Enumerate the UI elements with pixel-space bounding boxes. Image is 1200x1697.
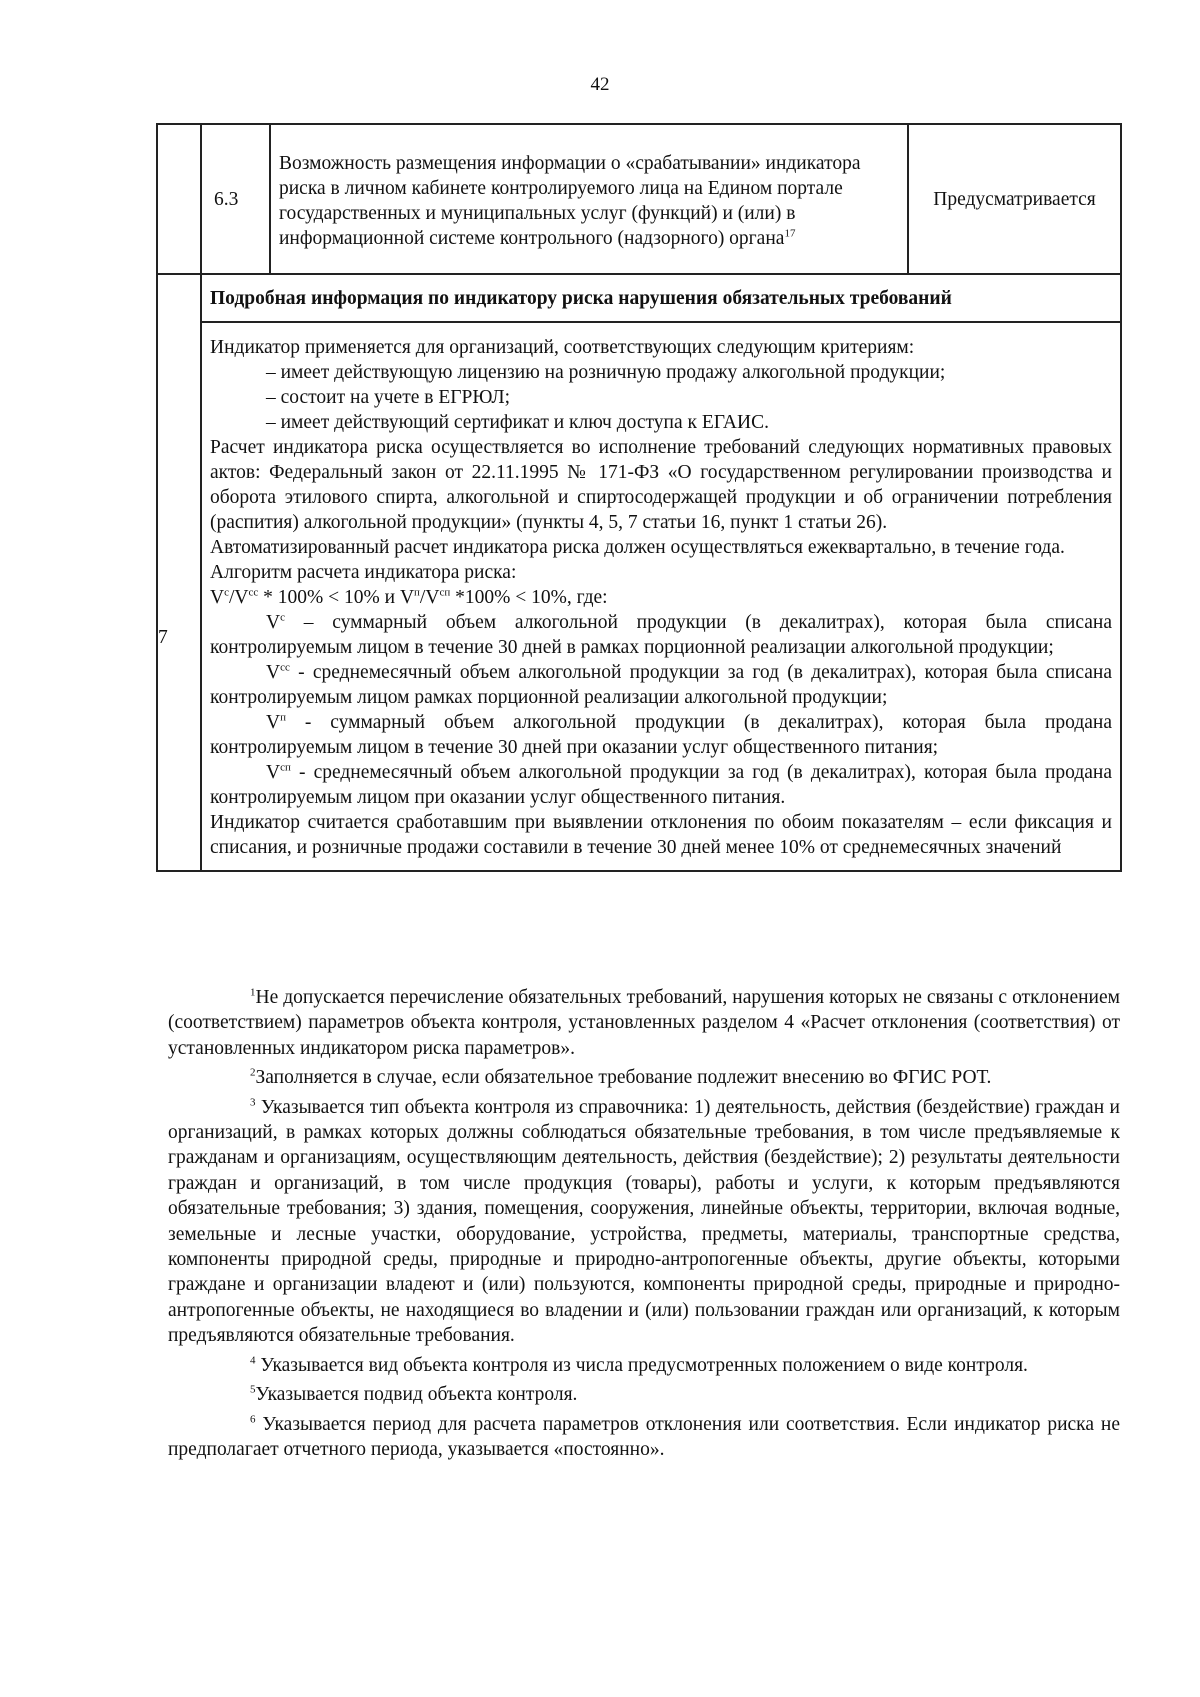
algorithm-formula: $V^с/V^{сс} * 100\% < 10\%$ и $V^п/V^{сп}$ *100% < 10%, где:: [210, 586, 608, 608]
footnote-5: $^5$Указывается подвид объекта контроля.: [250, 1383, 578, 1406]
footnote-2: $^2$Заполняется в случае, если обязательное требование подлежит внесению во ФГИС РОТ.: [250, 1066, 992, 1089]
conclusion-text: Индикатор считается сработавшим при выявлении отклонения по обоим показателям – если фиксация и списания, и розничные продажи составили в течение 30 дней менее 10% от среднемесячных значений: [210, 812, 1112, 858]
row-description-6-3: Возможность размещения информации о «срабатывании» индикатора риска в личном кабинете контролируемого лица на Едином портале государственных и муниципальных услуг (функций) и (или) в информационной системе контрольного (надзорного) органа$^{17}$: [270, 124, 908, 274]
row-number-6-3: 6.3: [201, 124, 270, 274]
definition-item: $V^{сп}$ - среднемесячный объем алкогольной продукции за год (в декалитрах), которая была продана контролируемым лицом при оказании услуг общественного питания.: [210, 761, 1112, 808]
legal-basis-text: Расчет индикатора риска осуществляется во исполнение требований следующих нормативных правовых актов: Федеральный закон от 22.11.1995 № 171-ФЗ «О государственном регулировании производства и оборота этилового спирта, алкогольной и спиртосодержащей продукции и об ограничении потребления (распития) алкогольной продукции» (пункты 4, 5, 7 статьи 16, пункт 1 статьи 26).: [210, 437, 1112, 533]
row-number-7: 7: [157, 274, 201, 871]
footnote-3: $^3$ Указывается тип объекта контроля из справочника: 1) деятельность, действия (бездействие) граждан и организаций, в рамках которых должны соблюдаться обязательные требования, в том числе предъявляемые к гражданам и организациям, осуществляющим деятельность, действия (бездействие); 2) результаты деятельности граждан и организаций, в том числе продукция (товары), работы и услуги, к которым предъявляются обязательные требования; 3) здания, помещения, сооружения, линейные объекты, территории, включая водные, земельные и лесные участки, оборудование, устройства, предметы, материалы, транспортные средства, компоненты природной среды, природные и природно-антропогенные объекты, другие объекты, которыми граждане и организации владеют и (или) пользуются, компоненты природной среды, природные и природно-антропогенные объекты, не находящиеся во владении и (или) пользовании граждан или организаций, к которым предъявляются обязательные требования.: [168, 1096, 1120, 1347]
table-row-7-details: [157, 322, 1121, 871]
definition-item: $V^п$ - суммарный объем алкогольной продукции (в декалитрах), которая была продана контролируемым лицом в течение 30 дней при оказании услуг общественного питания;: [210, 711, 1112, 758]
footnote-4: $^4$ Указывается вид объекта контроля из числа предусмотренных положением о виде контроля.: [250, 1354, 1028, 1376]
table-cell-blank: [157, 124, 201, 274]
risk-indicator-table: [156, 123, 1122, 872]
section-heading: Подробная информация по индикатору риска нарушения обязательных требований: [201, 274, 1121, 322]
criterion-item: – имеет действующий сертификат и ключ доступа к ЕГАИС.: [266, 412, 769, 433]
definition-item: $V^с$ – суммарный объем алкогольной продукции (в декалитрах), которая была списана контролируемым лицом в течение 30 дней в рамках порционной реализации алкогольной продукции;: [210, 611, 1112, 658]
page-number: 42: [590, 74, 610, 95]
footnote-1: $^1$Не допускается перечисление обязательных требований, нарушения которых не связаны с отклонением (соответствием) параметров объекта контроля, установленных разделом 4 «Расчет отклонения (соответствия) от установленных индикатором риска параметров».: [168, 986, 1120, 1059]
algorithm-title: Алгоритм расчета индикатора риска:: [210, 562, 517, 583]
footnote-6: $^6$ Указывается период для расчета параметров отклонения или соответствия. Если индикатор риска не предполагает отчетного периода, указывается «постоянно».: [168, 1413, 1120, 1460]
criterion-item: – состоит на учете в ЕГРЮЛ;: [266, 387, 511, 408]
row-status-6-3: Предусматривается: [908, 124, 1121, 274]
table-row-7-heading: [157, 274, 1121, 322]
footnotes: [168, 985, 1120, 1466]
criterion-item: – имеет действующую лицензию на розничную продажу алкогольной продукции;: [266, 362, 946, 383]
criteria-intro: Индикатор применяется для организаций, соответствующих следующим критериям:: [210, 337, 915, 358]
table-row-6-3: [157, 124, 1121, 274]
footnote-ref-17: 17: [784, 227, 796, 240]
definition-item: $V^{сс}$ - среднемесячный объем алкогольной продукции за год (в декалитрах), которая была списана контролируемым лицом рамках порционной реализации алкогольной продукции;: [210, 661, 1112, 708]
automation-text: Автоматизированный расчет индикатора риска должен осуществляться ежеквартально, в течение года.: [210, 537, 1065, 558]
indicator-details: [201, 322, 1121, 871]
